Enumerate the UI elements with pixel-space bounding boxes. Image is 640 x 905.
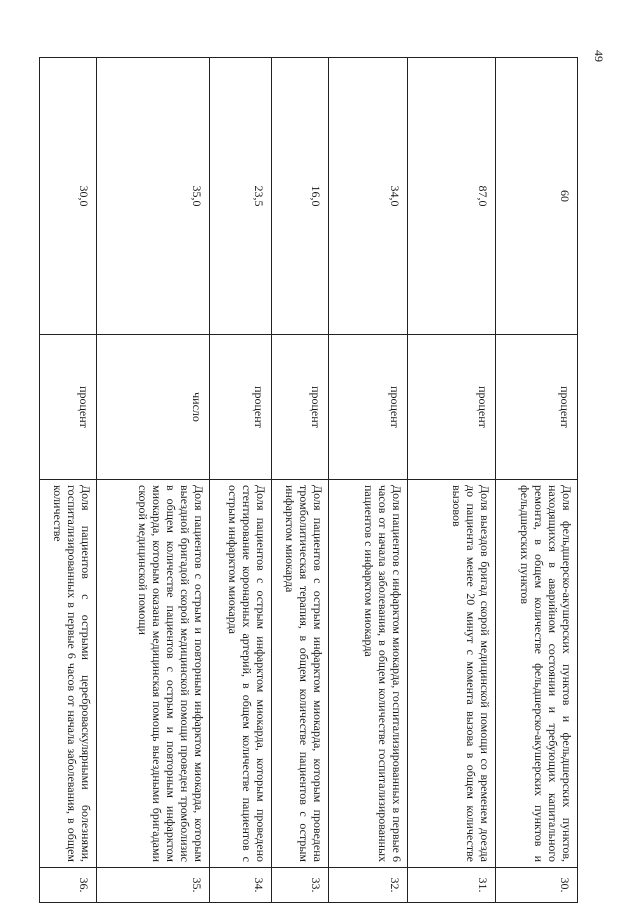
indicators-table: [39, 57, 578, 903]
row-number-cell: 36.: [40, 868, 97, 903]
rotated-table-container: [40, 57, 578, 902]
page-number: 49: [592, 50, 606, 62]
table-row: [272, 58, 329, 903]
description-cell: Доля пациентов с острым и повторным инфарктом миокарда, которым выездной бригадой скорой медицинской помощи проведен тромболизис в общем количестве пациентов с острым и повторным инфарктом миокарда, которым оказана медицинская помощь выездными бригадами скорой медицинской помощи: [97, 480, 210, 868]
value-cell: 35,0: [97, 58, 210, 335]
description-cell: Доля пациентов с острым инфарктом миокарда, которым проведено стентирование коронарных артерий, в общем количестве пациентов с острым инфарктом миокарда: [210, 480, 272, 868]
value-cell: 87,0: [408, 58, 496, 335]
description-cell: Доля пациентов с острым инфарктом миокарда, которым проведена тромболитическая терапия, в общем количестве пациентов с острым инфарктом миокарда: [272, 480, 329, 868]
table-row: [40, 58, 97, 903]
unit-cell: число: [97, 335, 210, 480]
value-cell: 60: [496, 58, 578, 335]
row-number-cell: 30.: [496, 868, 578, 903]
row-number-cell: 33.: [272, 868, 329, 903]
value-cell: 30,0: [40, 58, 97, 335]
value-cell: 16,0: [272, 58, 329, 335]
unit-cell: процент: [210, 335, 272, 480]
description-cell: Доля пациентов с инфарктом миокарда, госпитализированных в первые 6 часов от начала заболевания, в общем количестве госпитализированных пациентов с инфарктом миокарда: [329, 480, 408, 868]
row-number-cell: 31.: [408, 868, 496, 903]
value-cell: 23,5: [210, 58, 272, 335]
unit-cell: процент: [329, 335, 408, 480]
description-cell: Доля выездов бригад скорой медицинской помощи со временем доезда до пациента менее 20 минут с момента вызова в общем количестве вызовов: [408, 480, 496, 868]
unit-cell: процент: [496, 335, 578, 480]
value-cell: 34,0: [329, 58, 408, 335]
table-row: [329, 58, 408, 903]
unit-cell: процент: [272, 335, 329, 480]
row-number-cell: 35.: [97, 868, 210, 903]
table-row: [496, 58, 578, 903]
unit-cell: процент: [408, 335, 496, 480]
table-row: [210, 58, 272, 903]
table-row: [97, 58, 210, 903]
row-number-cell: 32.: [329, 868, 408, 903]
unit-cell: процент: [40, 335, 97, 480]
description-cell: Доля пациентов с острыми цереброваскулярными болезнями, госпитализированных в первые 6 часов от начала заболевания, в общем количестве: [40, 480, 97, 868]
row-number-cell: 34.: [210, 868, 272, 903]
description-cell: Доля фельдшерско-акушерских пунктов и фельдшерских пунктов, находящихся в аварийном состоянии и требующих капитального ремонта, в общем количестве фельдшерско-акушерских пунктов и фельдшерских пунктов: [496, 480, 578, 868]
table-row: [408, 58, 496, 903]
